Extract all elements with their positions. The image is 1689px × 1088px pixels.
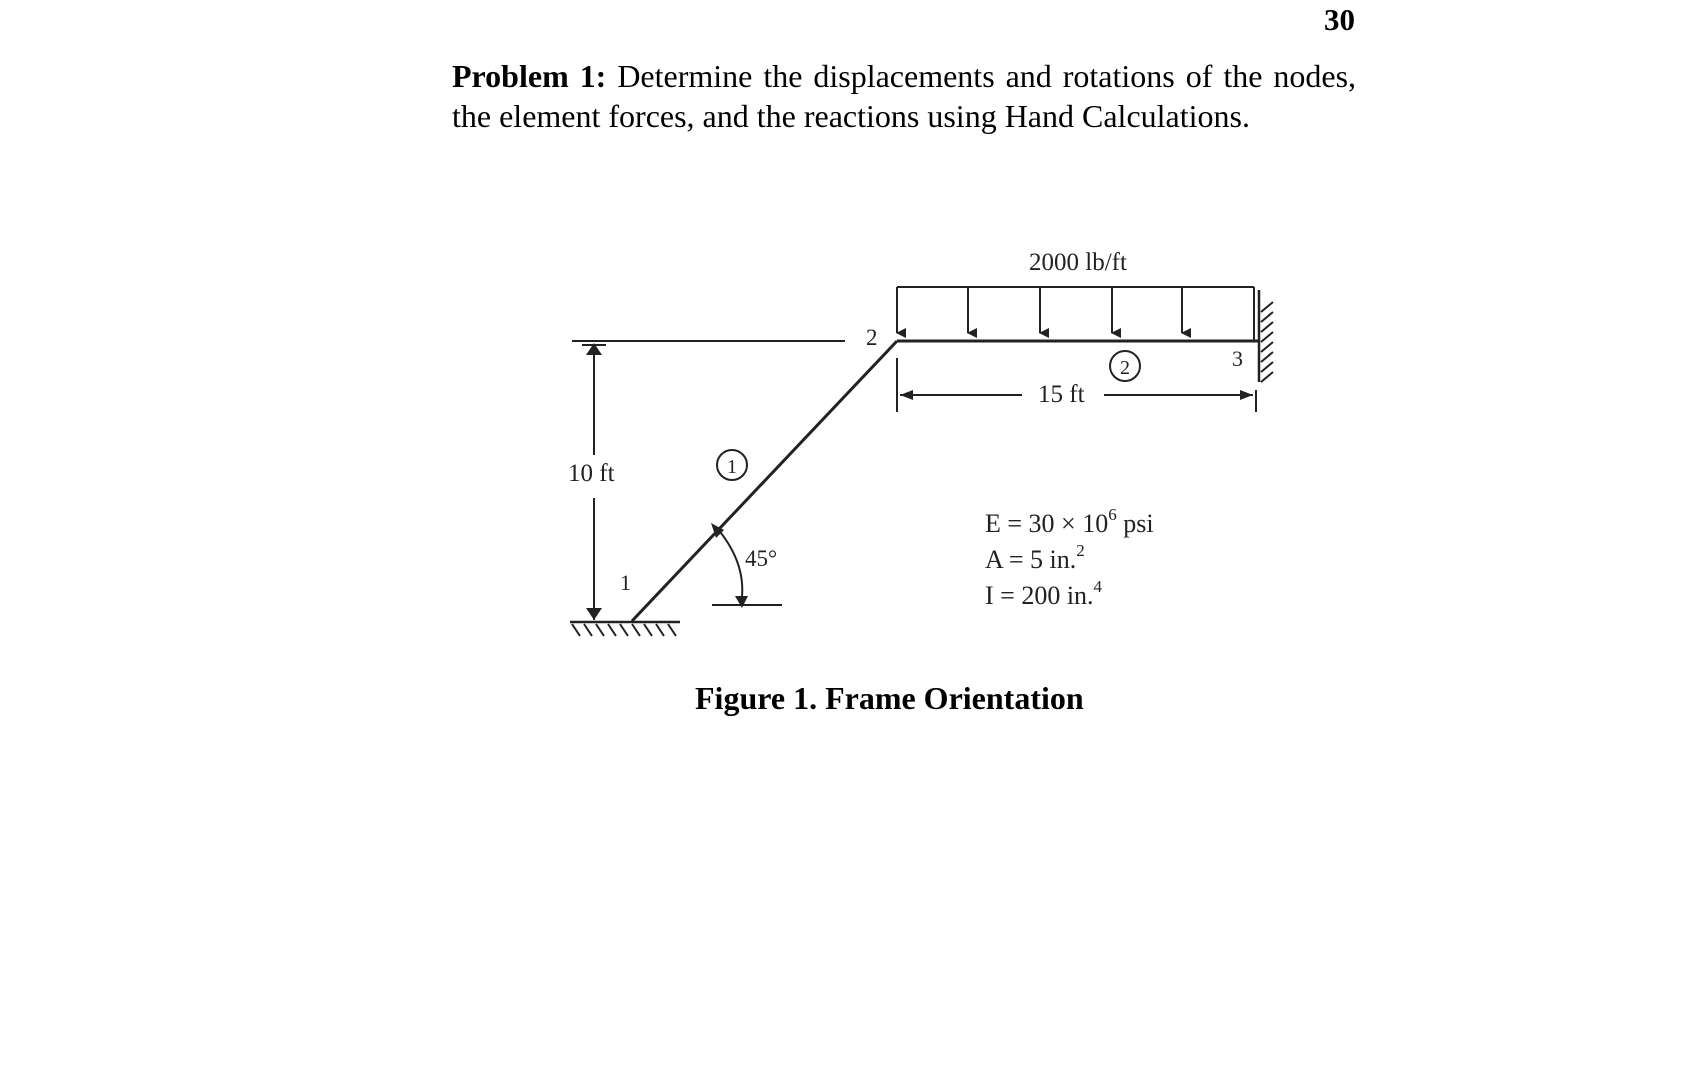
property-I: I = 200 in.$^4$ [985,577,1103,610]
node-2-label: 2 [866,325,878,350]
problem-text: Determine the displacements and rotations of the nodes, the element forces, and the reactions using Hand Calculations. [452,58,1357,134]
element-2-label: 2 [1120,357,1130,379]
property-E: $E = 30 \times 10^6$ psi [985,505,1154,538]
property-A: A = 5 in.$^2$ [985,541,1085,574]
span-label: 15 ft [1038,381,1085,408]
height-label: 10 ft [568,460,615,487]
angle-label: 45° [745,546,778,571]
node-3-label: 3 [1232,346,1243,371]
problem-label: Problem 1: [452,58,607,94]
angle-arc [717,528,742,604]
element-1-label: 1 [727,456,737,478]
page-number: 30 [1324,2,1355,37]
load-label: 2000 lb/ft [1029,249,1127,276]
figure-caption: Figure 1. Frame Orientation [695,680,1084,716]
member-1 [632,341,897,621]
node-1-label: 1 [620,570,631,595]
